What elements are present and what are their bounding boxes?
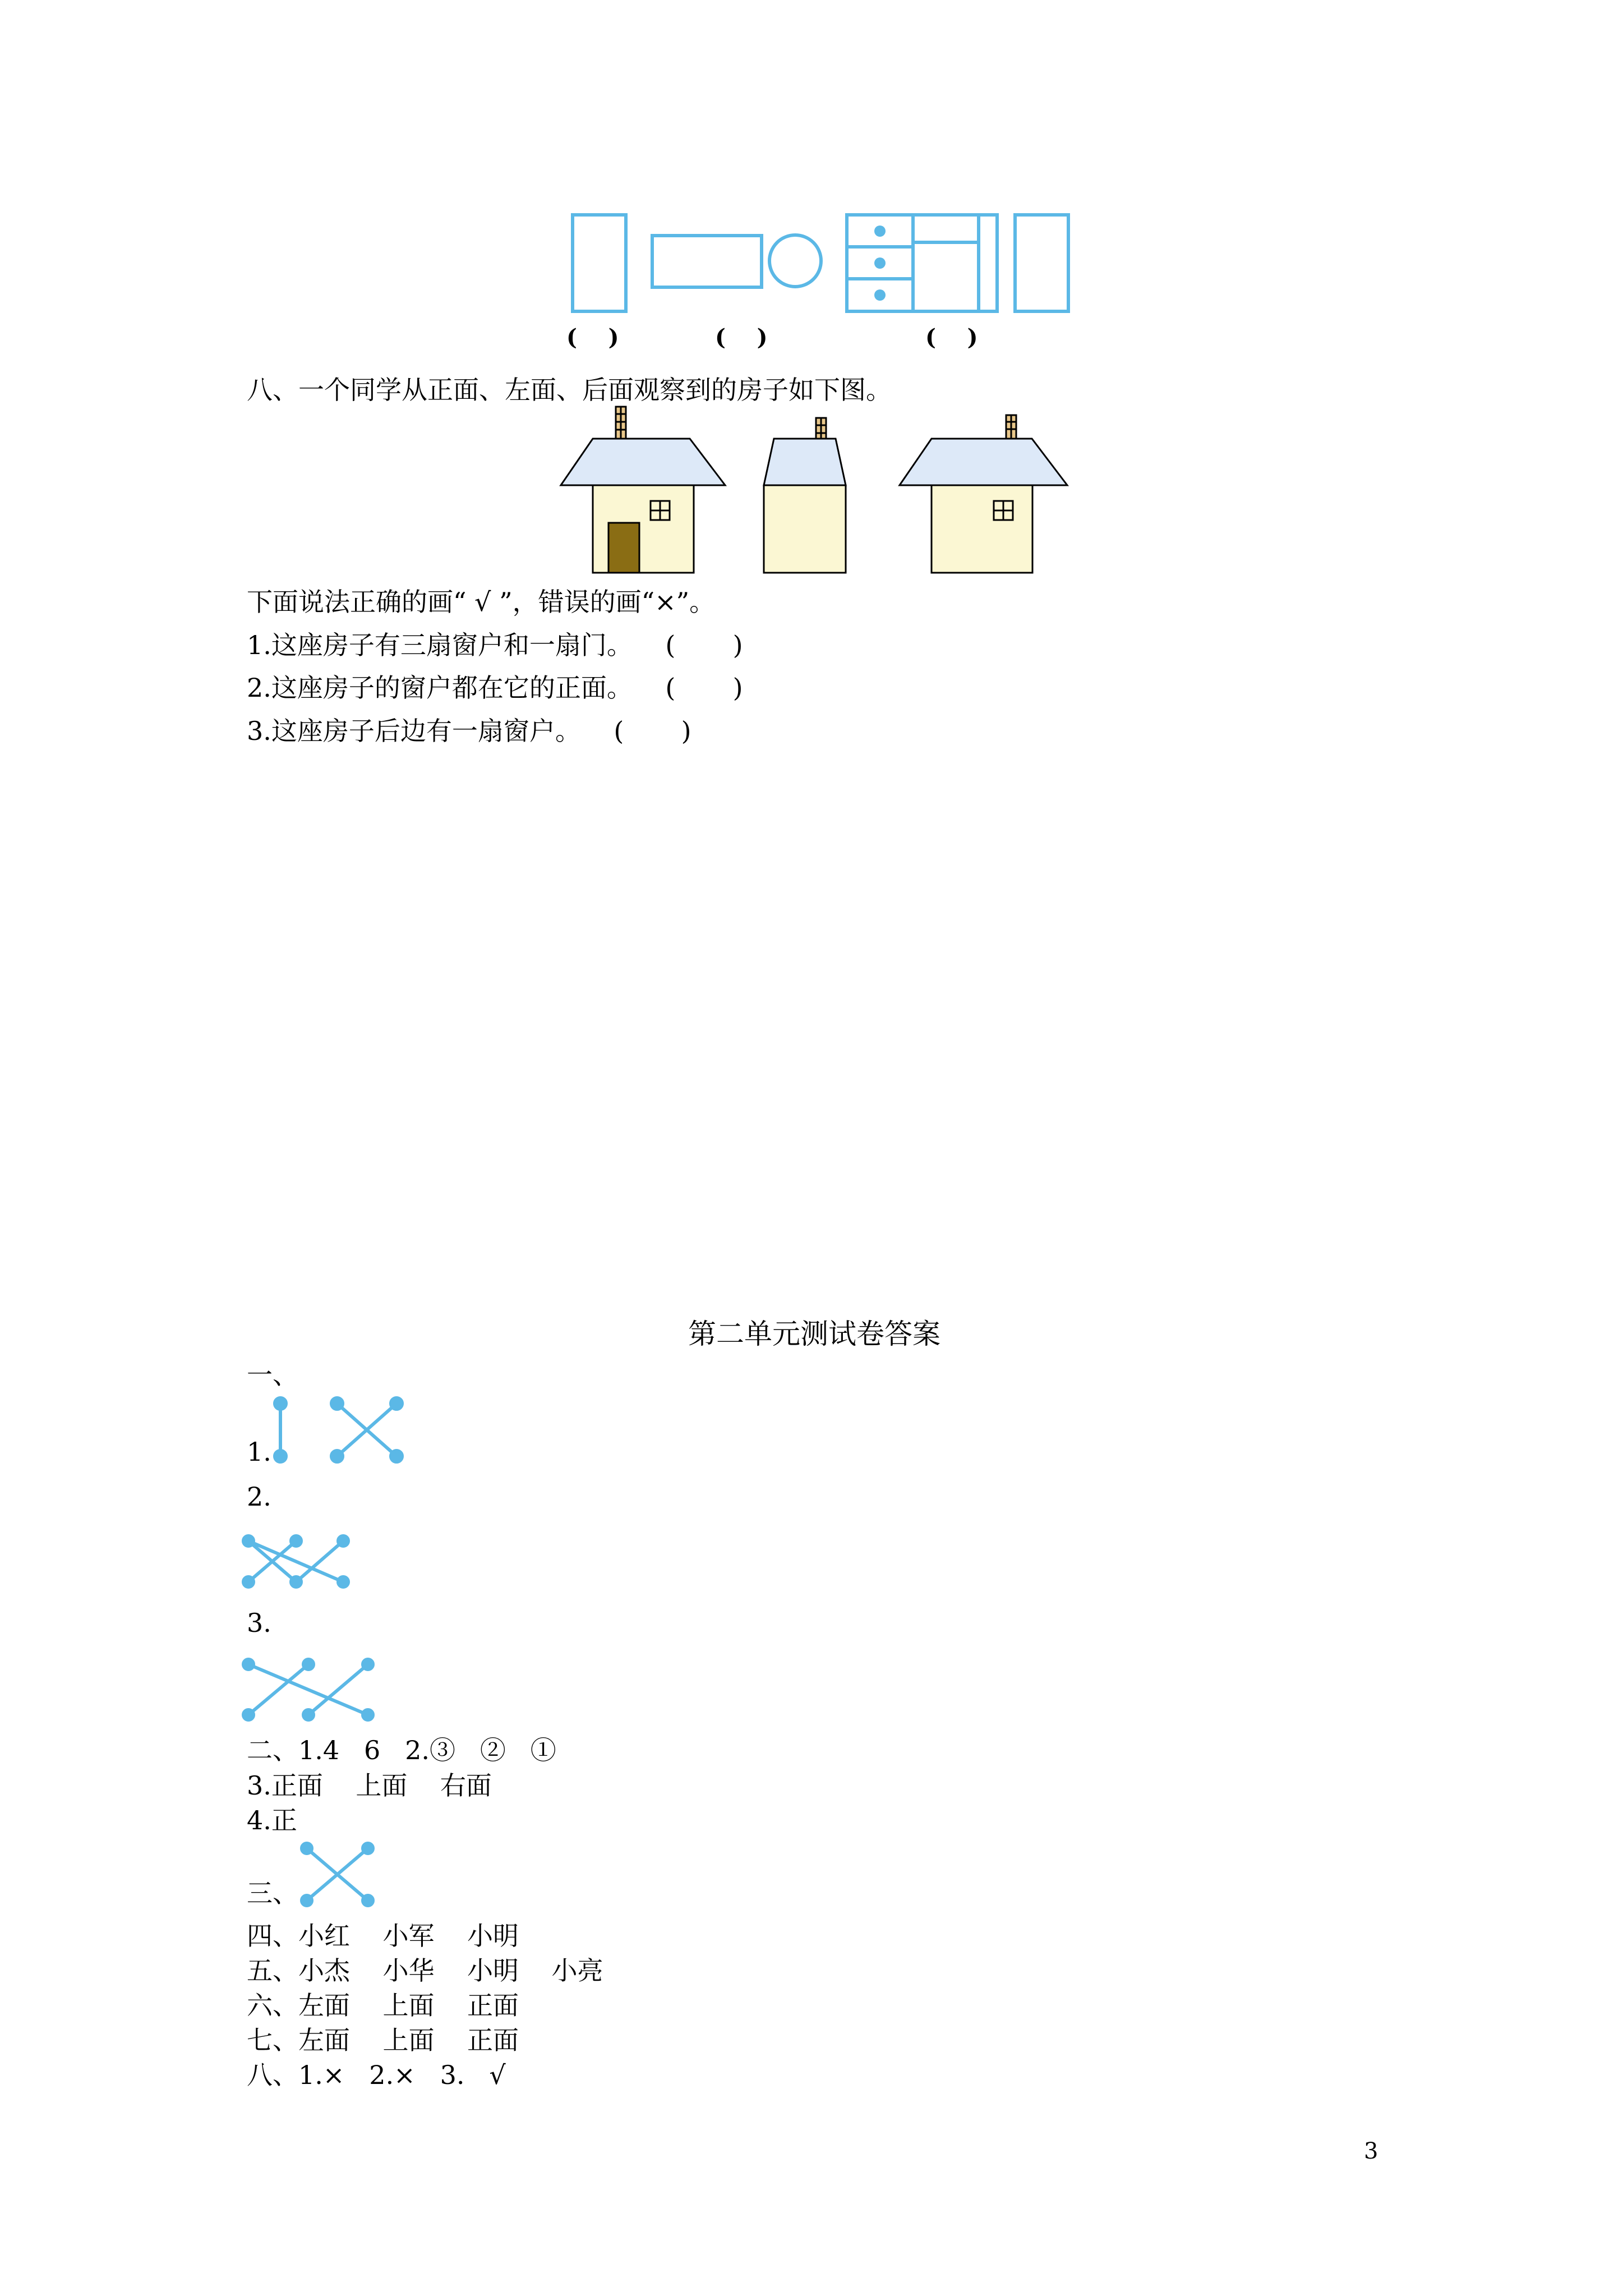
section8-item-2[interactable]: 2.这座房子的窗户都在它的正面。 ( ) <box>247 673 743 703</box>
answer-s1-2: 2. <box>247 1481 271 1512</box>
answer-s1: 一、 <box>247 1360 298 1390</box>
answer-s2-line2: 3.正面 上面 右面 <box>247 1770 492 1801</box>
answer-s4: 四、小红 小军 小明 <box>247 1921 519 1951</box>
section8-item-1[interactable]: 1.这座房子有三扇窗户和一扇门。 ( ) <box>247 630 743 660</box>
answer-paren-3[interactable]: ( ) <box>925 324 978 351</box>
section8-instruction: 下面说法正确的画“ √ ”，错误的画“×”。 <box>247 587 716 617</box>
answer-s7: 七、左面 上面 正面 <box>247 2025 519 2055</box>
section8-heading: 八、一个同学从正面、左面、后面观察到的房子如下图。 <box>247 375 892 405</box>
section8-item-3[interactable]: 3.这座房子后边有一扇窗户。 ( ) <box>247 716 691 746</box>
answer-s6: 六、左面 上面 正面 <box>247 1990 519 2021</box>
answer-paren-1[interactable]: ( ) <box>566 324 619 351</box>
page-number: 3 <box>1364 2138 1378 2164</box>
answer-s8: 八、1.× 2.× 3. √ <box>247 2060 506 2090</box>
answer-s2-line1: 二、1.4 6 2.③ ② ① <box>247 1735 556 1765</box>
answer-s3: 三、 <box>247 1878 298 1908</box>
answer-s5: 五、小杰 小华 小明 小亮 <box>247 1955 603 1986</box>
answer-s1-3: 3. <box>247 1608 271 1638</box>
answers-title: 第二单元测试卷答案 <box>688 1318 940 1350</box>
answer-s1-1: 1. <box>247 1437 271 1467</box>
answer-paren-2[interactable]: ( ) <box>715 324 768 351</box>
answer-s2-line3: 4.正 <box>247 1805 297 1835</box>
